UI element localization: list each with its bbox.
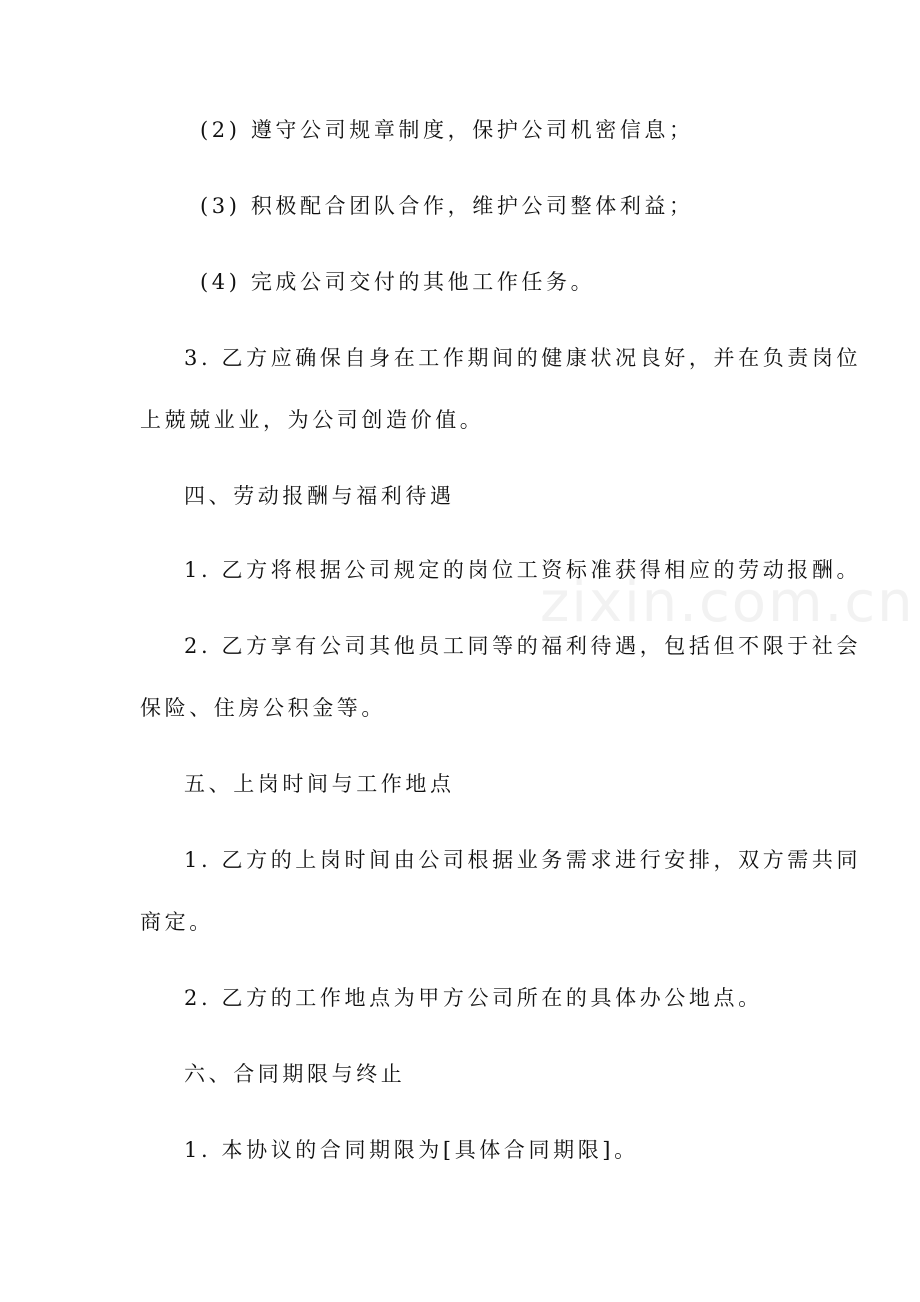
section-heading-4: 四、劳动报酬与福利待遇 bbox=[184, 484, 455, 508]
clause-3-line-2: 上兢兢业业，为公司创造价值。 bbox=[140, 408, 485, 432]
list-item-2: (2) 遵守公司规章制度，保护公司机密信息； bbox=[200, 118, 694, 142]
clause-3-line-1: 3. 乙方应确保自身在工作期间的健康状况良好，并在负责岗位 bbox=[184, 346, 862, 370]
list-item-4: (4) 完成公司交付的其他工作任务。 bbox=[200, 270, 596, 294]
list-item-3: (3) 积极配合团队合作，维护公司整体利益； bbox=[200, 194, 694, 218]
section-5-clause-1-line-2: 商定。 bbox=[140, 910, 214, 934]
section-heading-5: 五、上岗时间与工作地点 bbox=[184, 772, 455, 796]
section-4-clause-2-line-2: 保险、住房公积金等。 bbox=[140, 696, 386, 720]
section-heading-6: 六、合同期限与终止 bbox=[184, 1062, 406, 1086]
section-4-clause-1: 1. 乙方将根据公司规定的岗位工资标准获得相应的劳动报酬。 bbox=[184, 558, 862, 582]
section-4-clause-2-line-1: 2. 乙方享有公司其他员工同等的福利待遇，包括但不限于社会 bbox=[184, 634, 862, 658]
section-6-clause-1: 1. 本协议的合同期限为[具体合同期限]。 bbox=[184, 1138, 639, 1162]
watermark: zixin.com.cn bbox=[540, 570, 915, 635]
section-5-clause-2: 2. 乙方的工作地点为甲方公司所在的具体办公地点。 bbox=[184, 986, 763, 1010]
section-5-clause-1-line-1: 1. 乙方的上岗时间由公司根据业务需求进行安排，双方需共同 bbox=[184, 848, 862, 872]
